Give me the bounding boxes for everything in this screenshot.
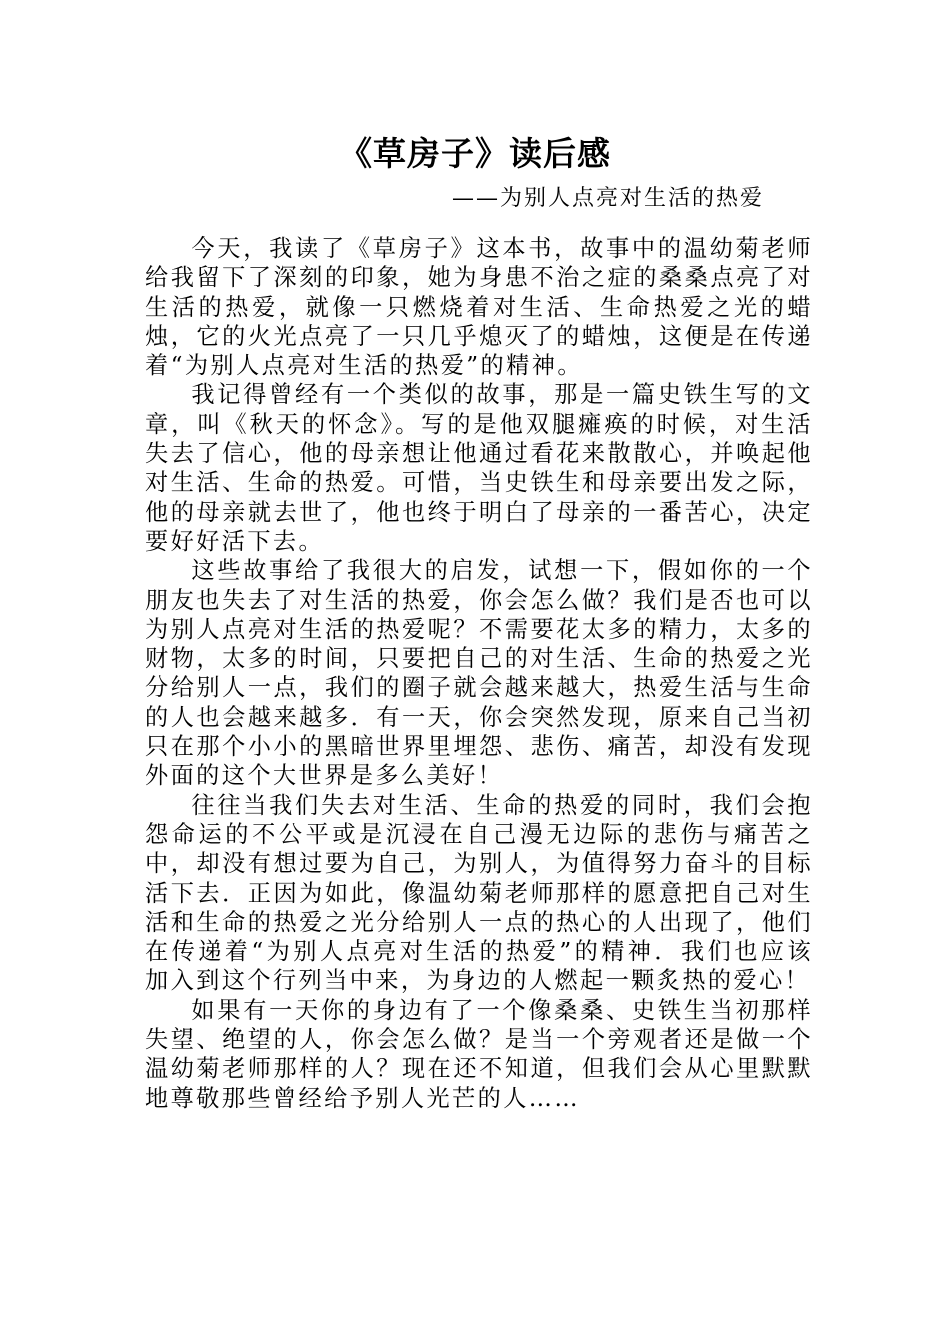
document-title: 《草房子》读后感 — [339, 134, 611, 173]
paragraph-5: 如果有一天你的身边有了一个像桑桑、史铁生当初那样失望、绝望的人，你会怎么做？是当一个旁观者还是做一个温幼菊老师那样的人？现在还不知道，但我们会从心里默默地尊敬那些曾经给予别人光芒的人…… — [145, 996, 813, 1112]
paragraph-3: 这些故事给了我很大的启发，试想一下，假如你的一个朋友也失去了对生活的热爱，你会怎么做？我们是否也可以为别人点亮对生活的热爱呢？不需要花太多的精力，太多的财物，太多的时间，只要把自己的对生活、生命的热爱之光分给别人一点，我们的圈子就会越来越大，热爱生活与生命的人也会越来越多．有一天，你会突然发现，原来自己当初只在那个小小的黑暗世界里埋怨、悲伤、痛苦，却没有发现外面的这个大世界是多么美好！ — [145, 557, 813, 790]
paragraph-1: 今天，我读了《草房子》这本书，故事中的温幼菊老师给我留下了深刻的印象，她为身患不治之症的桑桑点亮了对生活的热爱，就像一只燃烧着对生活、生命热爱之光的蜡烛，它的火光点亮了一只几乎熄灭了的蜡烛，这便是在传递着“为别人点亮对生活的热爱”的精神。 — [145, 235, 813, 380]
document-body — [145, 234, 813, 1113]
document-subtitle: ——为别人点亮对生活的热爱 — [452, 186, 765, 211]
paragraph-2: 我记得曾经有一个类似的故事，那是一篇史铁生写的文章，叫《秋天的怀念》。写的是他双腿瘫痪的时候，对生活失去了信心，他的母亲想让他通过看花来散散心，并唤起他对生活、生命的热爱。可惜，当史铁生和母亲要出发之际，他的母亲就去世了，他也终于明白了母亲的一番苦心，决定要好好活下去。 — [145, 381, 813, 555]
paragraph-4: 往往当我们失去对生活、生命的热爱的同时，我们会抱怨命运的不公平或是沉浸在自己漫无边际的悲伤与痛苦之中，却没有想过要为自己，为别人，为值得努力奋斗的目标活下去．正因为如此，像温幼菊老师那样的愿意把自己对生活和生命的热爱之光分给别人一点的热心的人出现了，他们在传递着“为别人点亮对生活的热爱”的精神．我们也应该加入到这个行列当中来，为身边的人燃起一颗炙热的爱心！ — [145, 791, 813, 995]
